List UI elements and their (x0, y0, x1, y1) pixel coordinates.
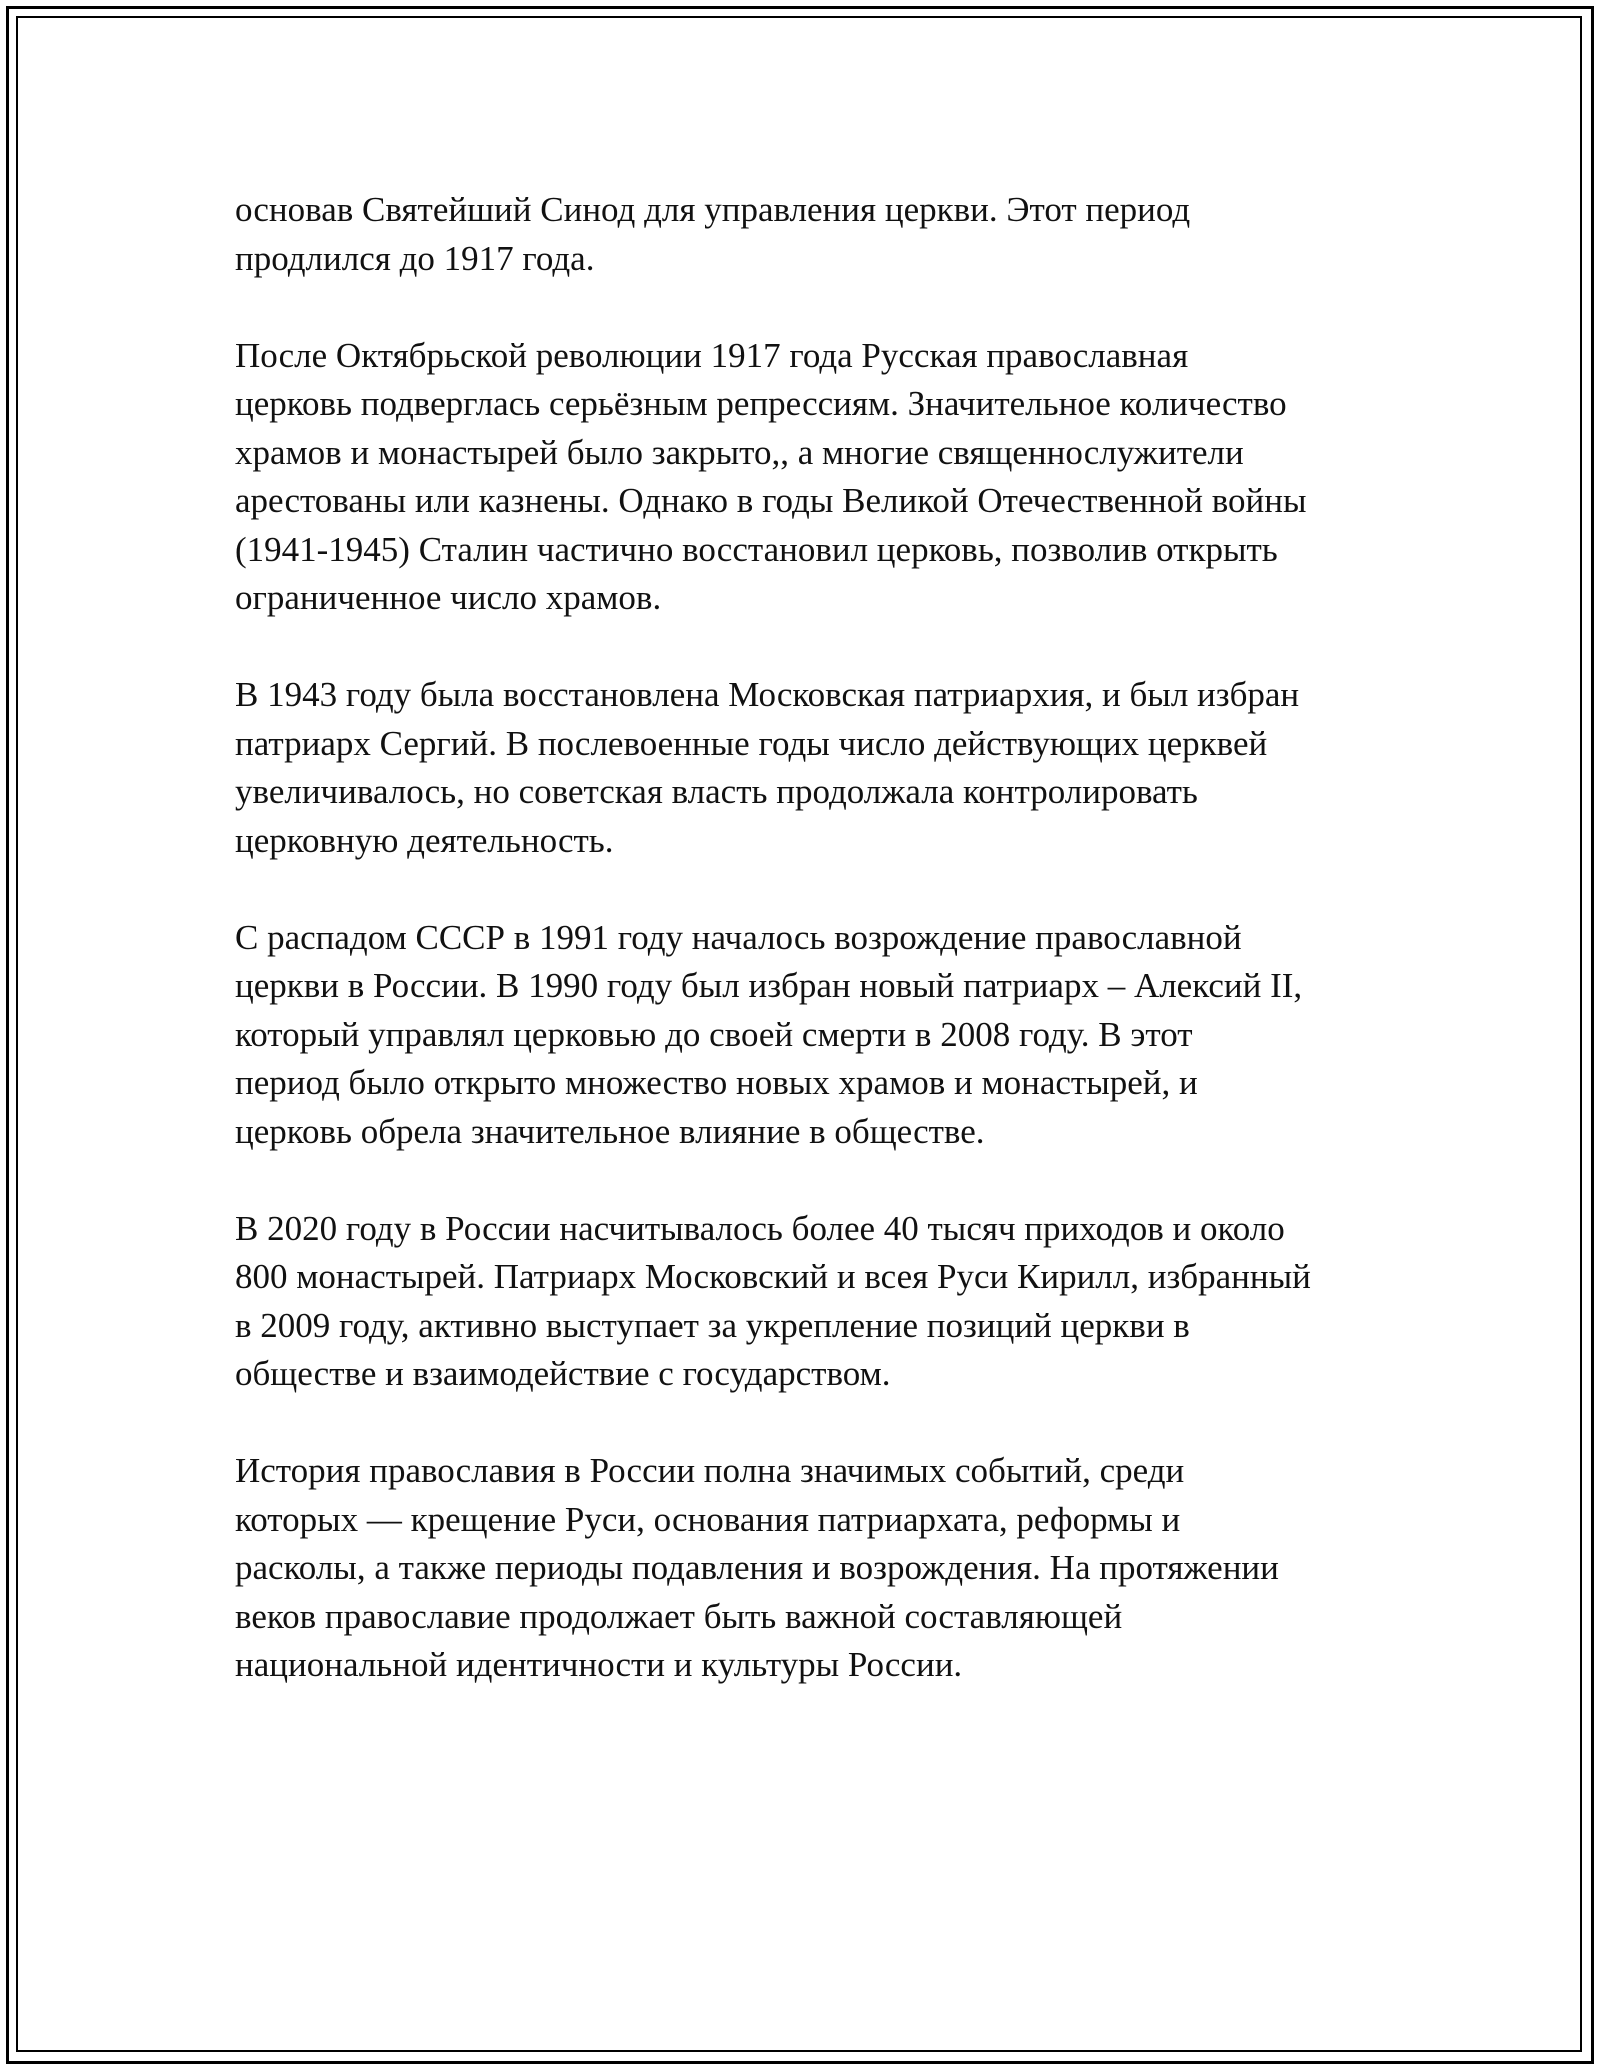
paragraph (235, 332, 1385, 623)
text-line: храмов и монастырей было закрыто,, а многие священнослужители (235, 432, 1244, 472)
text-line: основав Святейший Синод для управления церкви. Этот период (235, 190, 1191, 229)
text-line: В 1943 году была восстановлена Московская патриархия, и был избран (235, 675, 1300, 714)
text-line: продлился до 1917 года. (235, 238, 595, 278)
text-line: арестованы или казнены. Однако в годы Великой Отечественной войны (235, 481, 1307, 520)
text-line: 800 монастырей. Патриарх Московский и всея Руси Кирилл, избранный (235, 1257, 1311, 1296)
text-line: патриарх Сергий. В послевоенные годы число действующих церквей (235, 723, 1268, 763)
paragraph (235, 1447, 1385, 1690)
text-line: который управлял церковью до своей смерти в 2008 году. В этот (235, 1014, 1193, 1054)
text-line: церкви в России. В 1990 году был избран новый патриарх – Алексий II, (235, 966, 1303, 1005)
text-line: церковь подверглась серьёзным репрессиям. Значительное количество (235, 384, 1287, 423)
text-line: История православия в России полна значимых событий, среди (235, 1451, 1185, 1490)
text-line: национальной идентичности и культуры России. (235, 1645, 963, 1684)
text-line: обществе и взаимодействие с государством. (235, 1354, 891, 1393)
text-line: расколы, а также периоды подавления и возрождения. На протяжении (235, 1548, 1279, 1587)
text-line: С распадом СССР в 1991 году началось возрождение православной (235, 917, 1242, 957)
text-line: церковь обрела значительное влияние в обществе. (235, 1111, 985, 1151)
text-line: церковную деятельность. (235, 820, 614, 860)
text-line: период было открыто множество новых храмов и монастырей, и (235, 1063, 1198, 1102)
text-line: (1941-1945) Сталин частично восстановил церковь, позволив открыть (235, 529, 1278, 569)
text-line: которых — крещение Руси, основания патриархата, реформы и (235, 1499, 1181, 1539)
paragraph (235, 186, 1385, 283)
text-line: ограниченное число храмов. (235, 578, 662, 617)
document-body (235, 186, 1385, 1738)
paragraph (235, 914, 1385, 1157)
text-line: веков православие продолжает быть важной составляющей (235, 1596, 1123, 1636)
text-line: В 2020 году в России насчитывалось более 40 тысяч приходов и около (235, 1208, 1285, 1248)
text-line: увеличивалось, но советская власть продолжала контролировать (235, 772, 1198, 811)
paragraph (235, 1205, 1385, 1399)
text-line: в 2009 году, активно выступает за укрепление позиций церкви в (235, 1305, 1190, 1345)
paragraph (235, 671, 1385, 865)
text-line: После Октябрьской революции 1917 года Русская православная (235, 335, 1189, 375)
